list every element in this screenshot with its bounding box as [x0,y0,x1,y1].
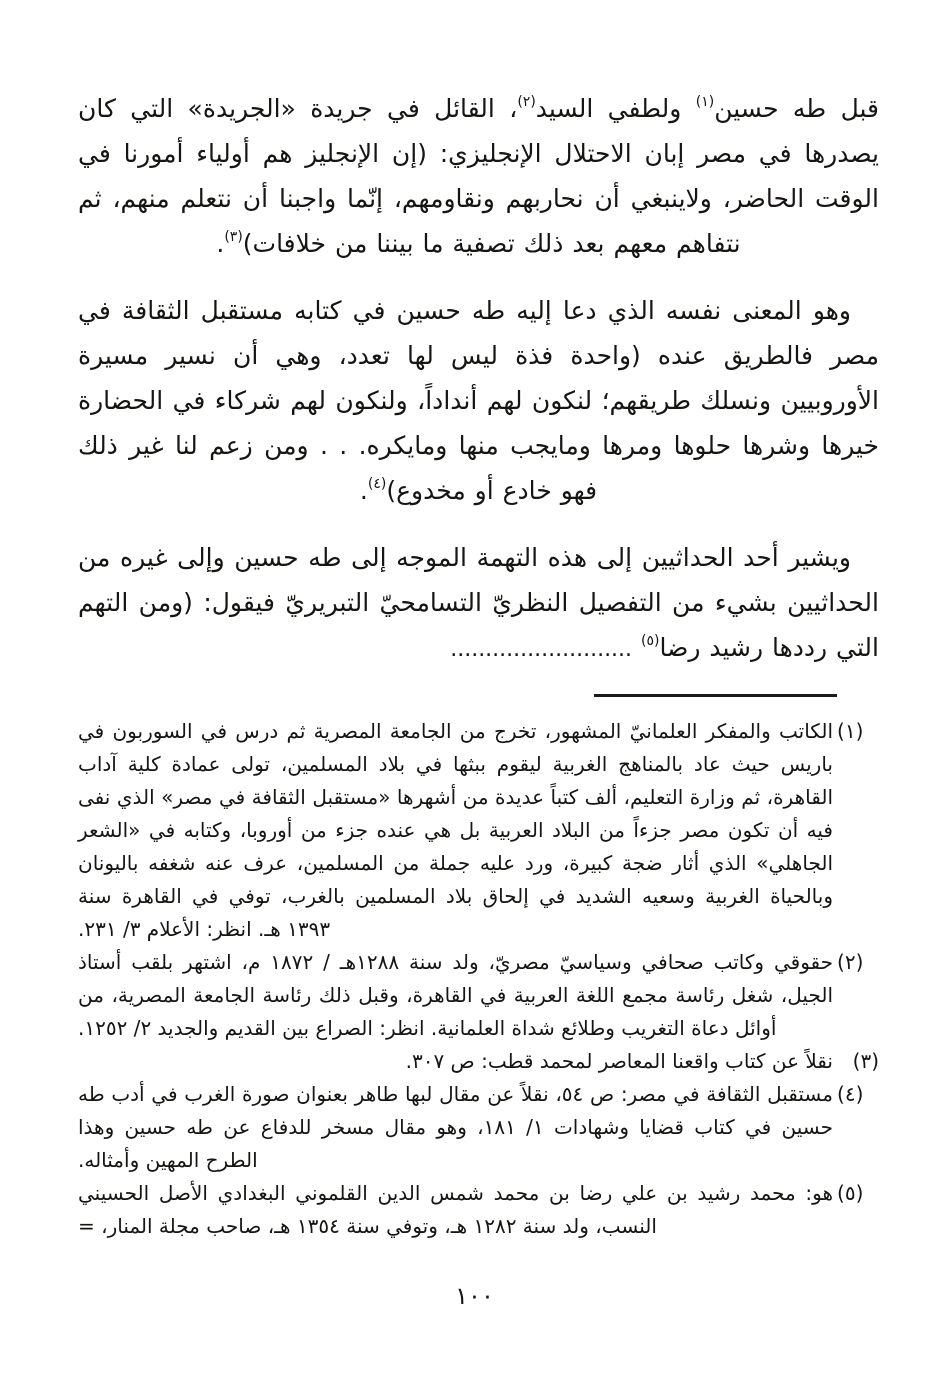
footnote-text-4: مستقبل الثقافة في مصر: ص ٥٤، نقلاً عن مقال لبها طاهر بعنوان صورة الغرب في أدب طه حسين في كتاب قضايا وشهادات ١/ ١٨١، وهو مقال مسخر للدفاع عن طه حسين وهذا الطرح المهين وأمثاله. [78,1082,833,1172]
ellipsis-dots: .......................... [450,637,633,662]
footnote-text-1: الكاتب والمفكر العلمانيّ المشهور، تخرج من الجامعة المصرية ثم درس في السوربون في باريس حيث عاد بالمناهج الغربية ليقوم ببثها في بلاد المسلمين، تولى عمادة كلية آداب القاهرة، ثم وزارة التعليم، ألف كتباً عديدة من أشهرها «مستقبل الثقافة في مصر» الذي نفى فيه أن تكون مصر جزءاً من البلاد العربية بل هي عنده جزء من أوروبا، وكتابه في «الشعر الجاهلي» الذي أثار ضجة كبيرة، ورد عليه جملة من المسلمين، عرف عنه شغفه باليونان وبالحياة الغربية وسعيه الشديد في إلحاق بلاد المسلمين بالغرب، توفي في القاهرة سنة ١٣٩٣ هـ. انظر: الأعلام ٣/ ٢٣١. [78,719,833,941]
footnote-text-3: نقلاً عن كتاب واقعنا المعاصر لمحمد قطب: ص ٣٠٧. [405,1049,833,1073]
page-number: ١٠٠ [455,1282,494,1310]
footnote-4 [78,1078,879,1177]
footnote-marker-5: (٥) [837,1181,864,1205]
footnote-3 [78,1045,879,1078]
footnote-1 [78,715,879,946]
footnote-ref-1: (١) [695,93,715,110]
paragraph-3 [78,535,879,672]
main-text [78,86,879,672]
paragraph-text: . [359,476,368,505]
footnote-marker-4: (٤) [837,1082,864,1106]
paragraph-text: . [216,229,225,258]
footnote-marker-1: (١) [837,719,864,743]
footnotes-section [78,715,879,1243]
footnote-ref-2: (٢) [517,93,536,110]
footnote-separator [594,694,837,697]
footnote-marker-3: (٣) [852,1049,879,1073]
paragraph-text: ولطفي السيد [535,94,696,123]
footnote-marker-2: (٢) [837,950,864,974]
paragraph-text: قبل طه حسين [714,94,879,123]
paragraph-text: وهو المعنى نفسه الذي دعا إليه طه حسين في كتابه مستقبل الثقافة في مصر فالطريق عنده (واحدة فذة ليس لها تعدد، وهي أن نسير مسيرة الأوروبيين ونسلك طريقهم؛ لنكون لهم أنداداً، ولنكون لهم شركاء في الحضارة خيرها وشرها حلوها ومرها ومايجب منها ومايكره. . . ومن زعم لنا غير ذلك فهو خادع أو مخدوع) [78,296,879,505]
footnote-2 [78,946,879,1045]
footnote-text-5: هو: محمد رشيد بن علي رضا بن محمد شمس الدين القلموني البغدادي الأصل الحسيني النسب، ولد سنة ١٢٨٢ هـ، وتوفي سنة ١٣٥٤ هـ، صاحب مجلة المنار، = [78,1181,833,1238]
paragraph-2 [78,288,879,513]
footnote-ref-5: (٥) [641,632,660,649]
footnote-ref-4: (٤) [367,475,387,492]
footnote-5 [78,1177,879,1243]
footnote-text-2: حقوقي وكاتب صحافي وسياسيّ مصريّ، ولد سنة ١٢٨٨هـ / ١٨٧٢ م، اشتهر بلقب أستاذ الجيل، شغل رئاسة مجمع اللغة العربية في القاهرة، وقبل ذلك رئاسة الجامعة المصرية، من أوائل دعاة التغريب وطلائع شداة العلمانية. انظر: الصراع بين القديم والجديد ٢/ ١٢٥٢. [78,950,834,1040]
paragraph-text: ، القائل في جريدة «الجريدة» التي كان يصدرها في مصر إبان الاحتلال الإنجليزي: (إن الإنجليز هم أولياء أمورنا في الوقت الحاضر، ولاينبغي أن نحاربهم ونقاومهم، إنّما واجبنا أن نتعلم منهم، ثم نتفاهم معهم بعد ذلك تصفية ما بيننا من خلافات) [78,94,879,258]
footnote-ref-3: (٣) [224,228,243,245]
paragraph-1 [78,86,879,266]
paragraph-text: ويشير أحد الحداثيين إلى هذه التهمة الموجه إلى طه حسين وإلى غيره من الحداثيين بشيء من التفصيل النظريّ التسامحيّ التبريريّ فيقول: (ومن التهم التي رددها رشيد رضا [78,543,879,662]
paragraph-text [632,633,641,662]
